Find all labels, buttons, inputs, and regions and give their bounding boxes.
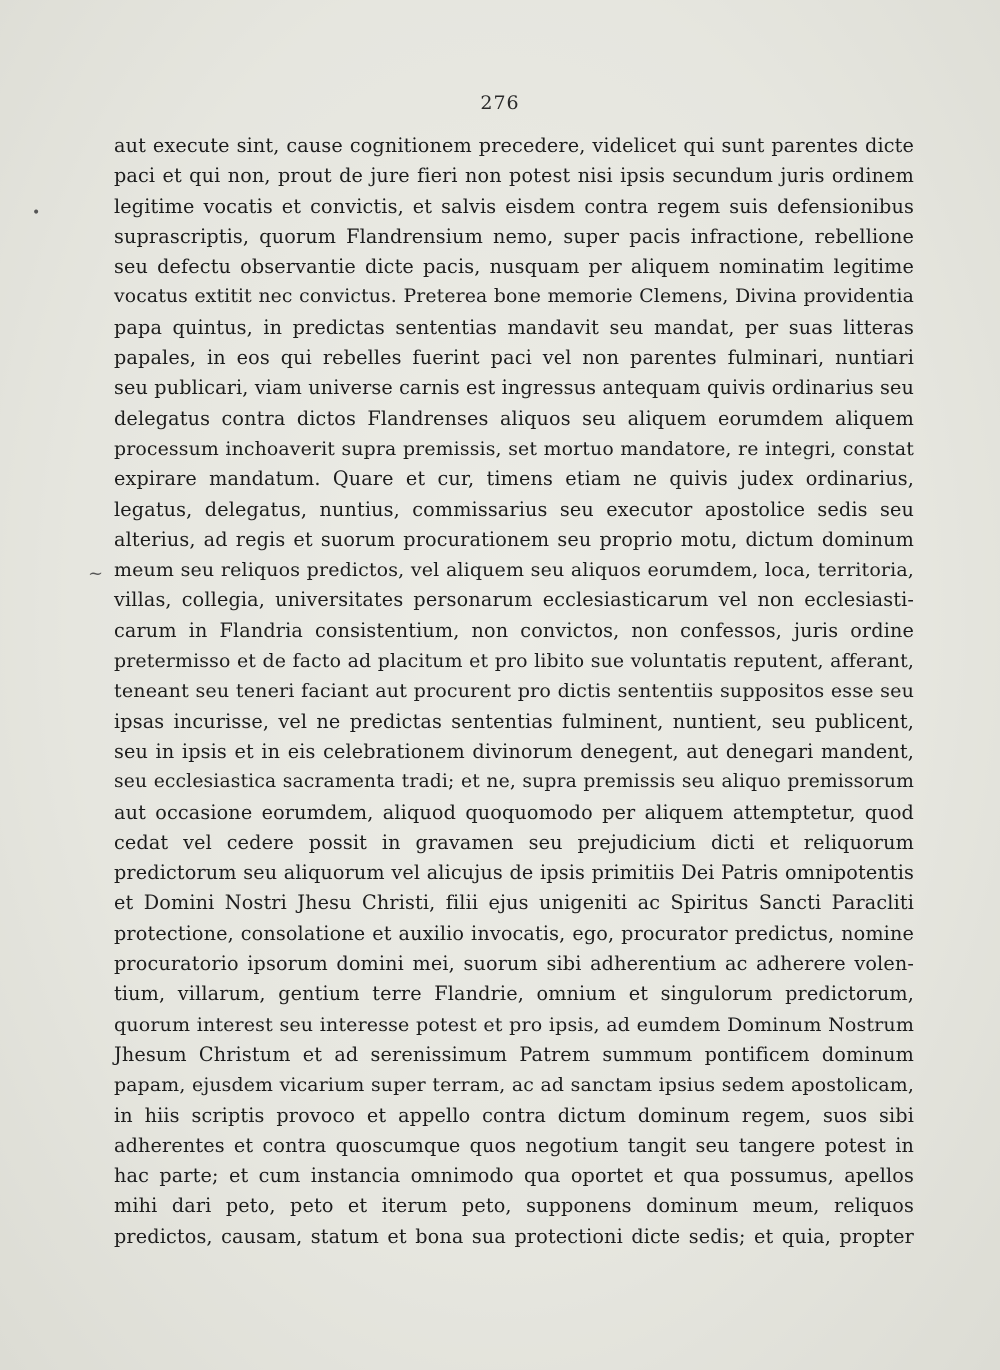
text-line: processum inchoaverit supra premissis, set mortuo mandatore, re integri, constat xyxy=(114,437,914,460)
text-line: paci et qui non, prout de jure fieri non potest nisi ipsis secundum juris ordinem xyxy=(114,164,914,188)
text-line: aut execute sint, cause cognitionem precedere, videlicet qui sunt parentes dicte xyxy=(114,134,914,157)
page-number: 276 xyxy=(480,92,520,114)
text-line: et Domini Nostri Jhesu Christi, filii ejus unigeniti ac Spiritus Sancti Paracliti xyxy=(114,891,914,915)
text-line: expirare mandatum. Quare et cur, timens etiam ne quivis judex ordinarius, xyxy=(114,467,914,491)
text-line: suprascriptis, quorum Flandrensium nemo, super pacis infractione, rebellione xyxy=(114,224,914,248)
text-line: alterius, ad regis et suorum procurationem seu proprio motu, dictum dominum xyxy=(114,527,914,551)
body-text xyxy=(114,131,914,1252)
text-line: procuratorio ipsorum domini mei, suorum sibi adherentium ac adherere volen- xyxy=(114,952,914,976)
text-line: in hiis scriptis provoco et appello contra dictum dominum regem, suos sibi xyxy=(114,1103,914,1127)
text-line: legitime vocatis et convictis, et salvis eisdem contra regem suis defensionibus xyxy=(114,194,914,218)
text-line: Jhesum Christum et ad serenissimum Patrem summum pontificem dominum xyxy=(114,1042,914,1066)
text-line: carum in Flandria consistentium, non convictos, non confessos, juris ordine xyxy=(114,618,914,642)
text-line: adherentes et contra quoscumque quos negotium tangit seu tangere potest in xyxy=(114,1133,914,1157)
text-line: papa quintus, in predictas sententias mandavit seu mandat, per suas litteras xyxy=(114,315,914,339)
text-line: predictos, causam, statum et bona sua protectioni dicte sedis; et quia, propter xyxy=(114,1224,914,1248)
text-line: seu publicari, viam universe carnis est ingressus antequam quivis ordinarius seu xyxy=(114,376,914,400)
text-line: pretermisso et de facto ad placitum et pro libito sue voluntatis reputent, afferant, xyxy=(114,650,914,673)
text-line: quorum interest seu interesse potest et pro ipsis, ad eumdem Dominum Nostrum xyxy=(114,1013,914,1036)
text-line: delegatus contra dictos Flandrenses aliquos seu aliquem eorumdem aliquem xyxy=(114,406,914,430)
text-line: papam, ejusdem vicarium super terram, ac ad sanctam ipsius sedem apostolicam, xyxy=(114,1074,914,1097)
text-line: villas, collegia, universitates personarum ecclesiasticarum vel non ecclesiasti- xyxy=(114,588,914,612)
text-line: aut occasione eorumdem, aliquod quoquomodo per aliquem attemptetur, quod xyxy=(114,800,914,824)
text-line: cedat vel cedere possit in gravamen seu prejudicium dicti et reliquorum xyxy=(114,830,914,854)
text-line: protectione, consolatione et auxilio invocatis, ego, procurator predictus, nomine xyxy=(114,921,914,945)
text-line: seu ecclesiastica sacramenta tradi; et ne, supra premissis seu aliquo premissorum xyxy=(114,771,914,793)
text-line: seu defectu observantie dicte pacis, nusquam per aliquem nominatim legitime xyxy=(114,255,914,279)
margin-tick-mark: ~ xyxy=(88,563,104,584)
text-line: ipsas incurisse, vel ne predictas sententias fulminent, nuntient, seu publicent, xyxy=(114,709,914,733)
text-line: hac parte; et cum instancia omnimodo qua oportet et qua possumus, apellos xyxy=(114,1164,914,1188)
text-line: predictorum seu aliquorum vel alicujus de ipsis primitiis Dei Patris omnipotentis xyxy=(114,861,914,885)
text-line: vocatus extitit nec convictus. Preterea bone memorie Clemens, Divina providentia xyxy=(114,286,914,308)
text-line: tium, villarum, gentium terre Flandrie, omnium et singulorum predictorum, xyxy=(114,982,914,1006)
text-line: teneant seu teneri faciant aut procurent pro dictis sententiis suppositos esse seu xyxy=(114,679,914,703)
text-line: seu in ipsis et in eis celebrationem divinorum denegent, aut denegari mandent, xyxy=(114,739,914,763)
text-line: legatus, delegatus, nuntius, commissarius seu executor apostolice sedis seu xyxy=(114,497,914,521)
text-line: mihi dari peto, peto et iterum peto, supponens dominum meum, reliquos xyxy=(114,1194,914,1218)
margin-dot-mark: • xyxy=(32,205,41,221)
text-line: papales, in eos qui rebelles fuerint paci vel non parentes fulminari, nuntiari xyxy=(114,346,914,370)
text-line: meum seu reliquos predictos, vel aliquem seu aliquos eorumdem, loca, territoria, xyxy=(114,559,914,582)
